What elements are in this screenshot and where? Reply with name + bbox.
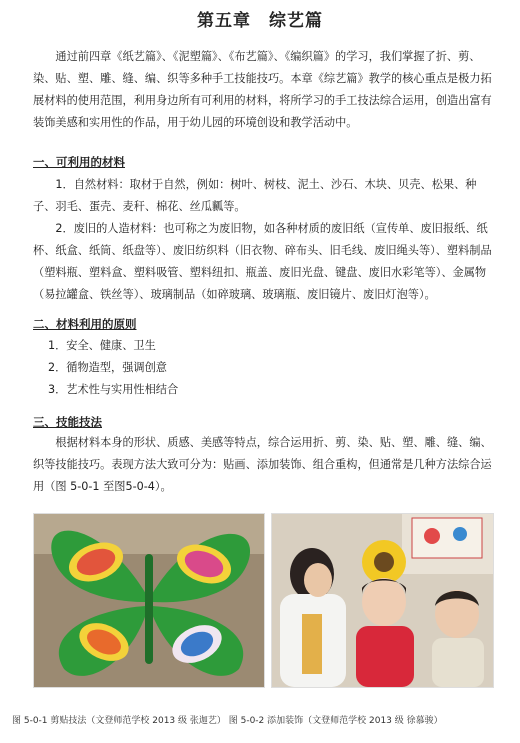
techniques-paragraph: 根据材料本身的形状、质感、美感等特点，综合运用折、剪、染、贴、塑、雕、缝、编、织等技能技巧。表现方法大致可分为：贴画、添加装饰、组合重构，但通常是几种方法综合运用（图 5-0-1 至图5-0-4）。 [33, 436, 492, 493]
natural-materials-paragraph: 1．自然材料：取材于自然，例如：树叶、树枝、泥土、沙石、木块、贝壳、松果、种子、羽毛、蛋壳、麦秆、棉花、丝瓜瓤等。 [33, 178, 477, 213]
section-heading-materials: 一、可利用的材料 [33, 155, 125, 169]
principle-item: 1．安全、健康、卫生 [48, 339, 156, 352]
principle-item: 3．艺术性与实用性相结合 [48, 383, 179, 396]
page-title: 第五章 综艺篇 [197, 11, 323, 31]
waste-materials-paragraph: 2．废旧的人造材料：也可称之为废旧物，如各种材质的废旧纸（宣传单、废旧报纸、纸杯、纸盒、纸筒、纸盘等）、废旧纺织料（旧衣物、碎布头、旧毛线、废旧绳头等）、塑料制品（塑料瓶、塑料盒、塑料吸管、塑料纽扣、瓶盖、废旧光盘、键盘、废旧水彩笔等）、金属物（易拉罐盒、铁丝等）、玻璃制品（如碎玻璃、玻璃瓶、废旧镜片、废旧灯泡等）。 [33, 222, 492, 301]
intro-paragraph: 通过前四章《纸艺篇》、《泥塑篇》、《布艺篇》、《编织篇》的学习，我们掌握了折、剪、染、贴、塑、雕、缝、编、织等多种手工技能技巧。本章《综艺篇》教学的核心重点是极力拓展材料的使用范围，利用身边所有可利用的材料，将所学习的手工技法综合运用，创造出富有装饰美感和实用性的作品，用于幼儿园的环境创设和教学活动中。 [33, 50, 492, 129]
section-heading-techniques: 三、技能技法 [33, 415, 102, 429]
section-heading-principles: 二、材料利用的原则 [33, 317, 137, 331]
decoration-photo [271, 513, 494, 688]
butterfly-collage-photo [33, 513, 265, 688]
decoration-image [272, 514, 493, 687]
principle-item: 2．循物造型，强调创意 [48, 361, 167, 374]
figure-captions: 图 5-0-1 剪贴技法（文登师范学校 2013 级 张迦艺） 图 5-0-2 添加装饰（文登师范学校 2013 级 徐慕骏） [12, 716, 443, 726]
butterfly-collage-image [34, 514, 264, 687]
